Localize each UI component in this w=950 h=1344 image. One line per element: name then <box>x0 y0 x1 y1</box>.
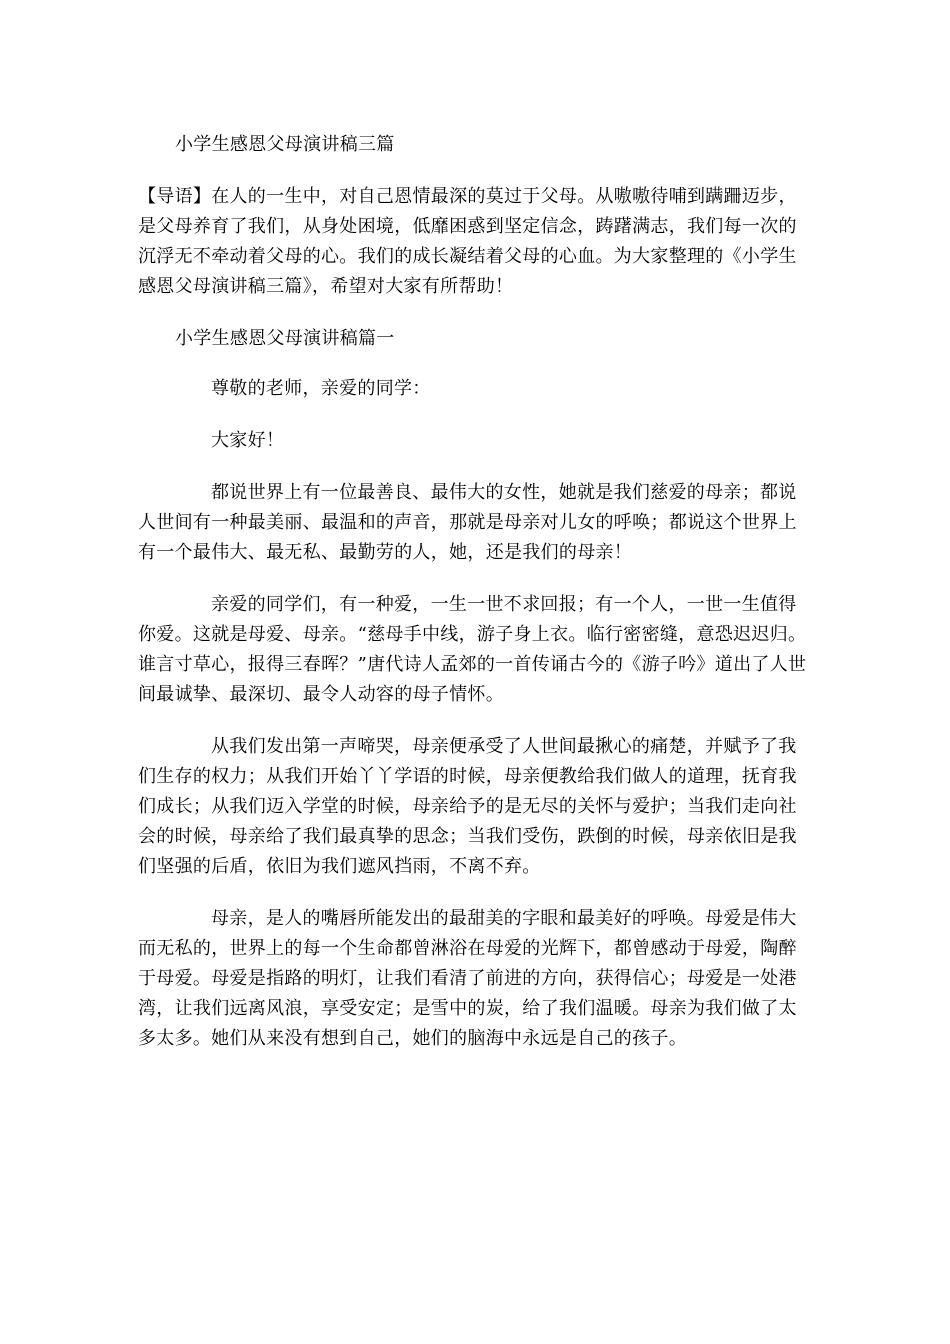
intro-paragraph: 【导语】在人的一生中，对自己恩情最深的莫过于父母。从嗷嗷待哺到蹒跚迈步，是父母养育了我们，从身处困境，低靡困惑到坚定信念，踌躇满志，我们每一次的沉浮无不牵动着父母的心。我们的成长凝结着父母的心血。为大家整理的《小学生感恩父母演讲稿三篇》，希望对大家有所帮助！ <box>138 186 797 297</box>
body-paragraph: 从我们发出第一声啼哭，母亲便承受了人世间最揪心的痛楚，并赋予了我们生存的权力；从我们开始丫丫学语的时候，母亲便教给我们做人的道理，抚育我们成长；从我们迈入学堂的时候，母亲给予的是无尽的关怀与爱护；当我们走向社会的时候，母亲给了我们最真挚的思念；当我们受伤，跌倒的时候，母亲依旧是我们坚强的后盾，依旧为我们遮风挡雨，不离不弃。 <box>138 736 797 877</box>
section-title: 小学生感恩父母演讲稿篇一 <box>175 328 395 349</box>
document-body <box>138 130 810 1076</box>
salutation: 尊敬的老师，亲爱的同学： <box>211 378 431 399</box>
body-paragraph: 都说世界上有一位最善良、最伟大的女性，她就是我们慈爱的母亲；都说人世间有一种最美丽、最温和的声音，那就是母亲对儿女的呼唤；都说这个世界上有一个最伟大、最无私、最勤劳的人，她，还是我们的母亲！ <box>138 482 797 563</box>
document-title: 小学生感恩父母演讲稿三篇 <box>175 134 395 155</box>
greeting: 大家好！ <box>211 430 285 451</box>
body-paragraph: 亲爱的同学们，有一种爱，一生一世不求回报；有一个人，一世一生值得你爱。这就是母爱、母亲。“慈母手中线，游子身上衣。临行密密缝，意恐迟迟归。谁言寸草心，报得三春晖？”唐代诗人孟郊的一首传诵古今的《游子吟》道出了人世间最诚挚、最深切、最令人动容的母子情怀。 <box>138 594 807 705</box>
body-paragraph: 母亲，是人的嘴唇所能发出的最甜美的字眼和最美好的呼唤。母爱是伟大而无私的，世界上的每一个生命都曾淋浴在母爱的光辉下，都曾感动于母爱，陶醉于母爱。母爱是指路的明灯，让我们看清了前进的方向，获得信心；母爱是一处港湾，让我们远离风浪，享受安定；是雪中的炭，给了我们温暖。母亲为我们做了太多太多。她们从来没有想到自己，她们的脑海中永远是自己的孩子。 <box>138 908 797 1049</box>
